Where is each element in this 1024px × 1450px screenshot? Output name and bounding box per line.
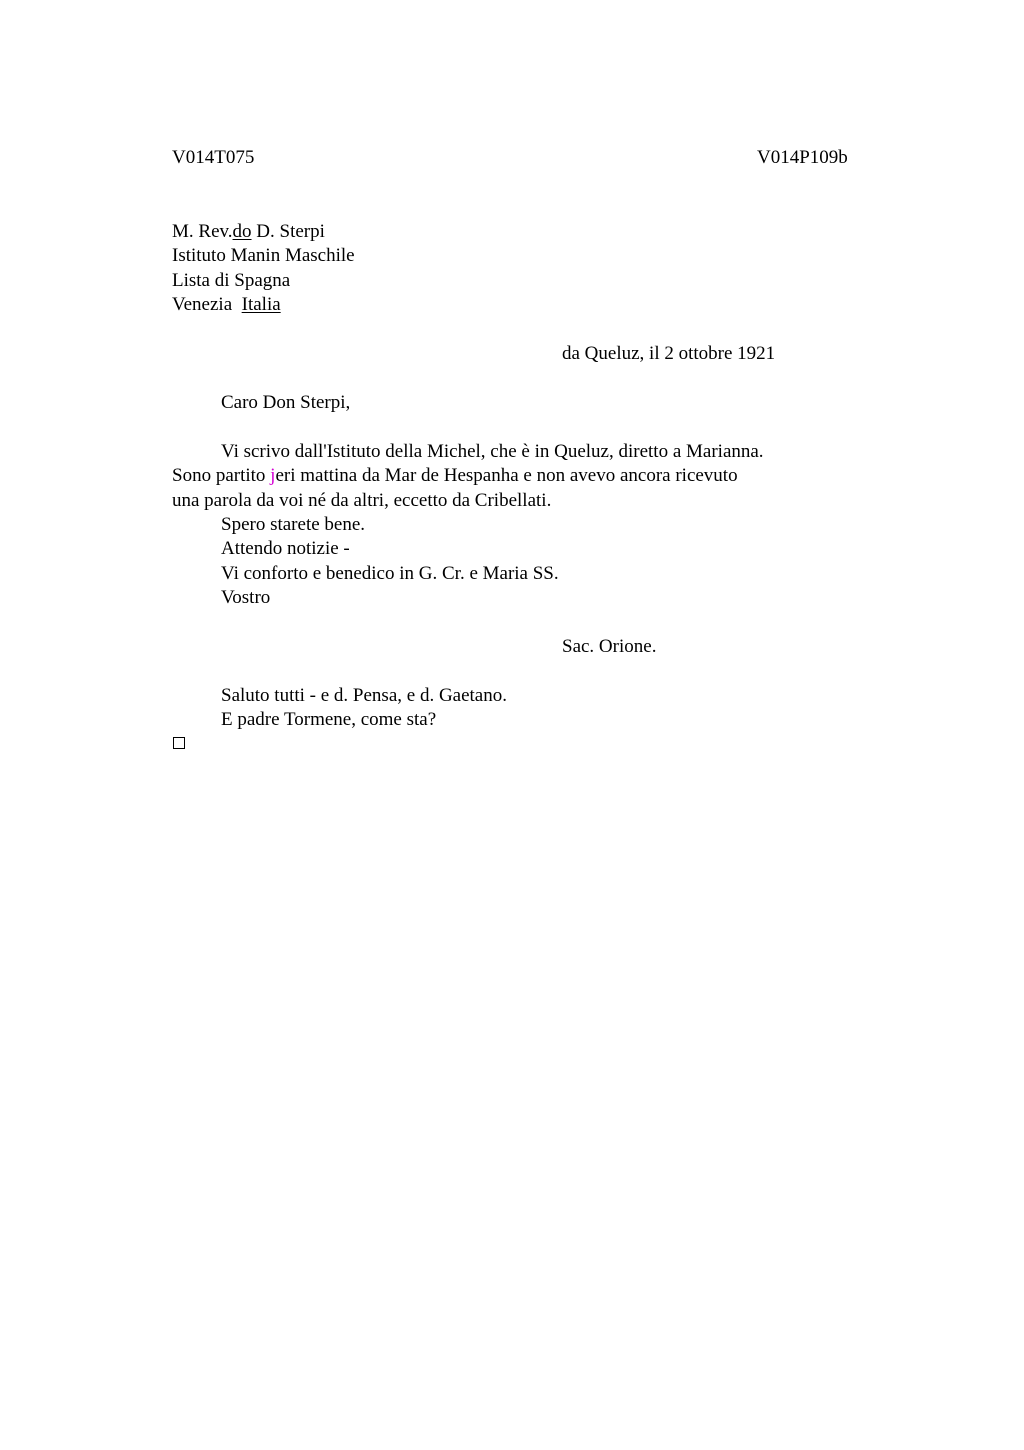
address-city: Venezia bbox=[172, 294, 242, 315]
body-line-vostro: Vostro bbox=[221, 587, 271, 608]
address-title-underlined: do bbox=[232, 221, 252, 242]
document-code-right: V014P109b bbox=[757, 147, 848, 168]
body-line-3: una parola da voi né da altri, eccetto da Cribellati. bbox=[172, 490, 552, 511]
postscript-line-2: E padre Tormene, come sta? bbox=[221, 709, 437, 730]
address-title-prefix: M. Rev. bbox=[172, 221, 233, 242]
body-line-2 bbox=[172, 464, 738, 488]
address-line-3: Lista di Spagna bbox=[172, 270, 291, 291]
body-line-conforto: Vi conforto e benedico in G. Cr. e Maria SS. bbox=[221, 563, 559, 584]
address-recipient-name: D. Sterpi bbox=[251, 221, 325, 242]
body-line-2-suffix: eri mattina da Mar de Hespanha e non avevo ancora ricevuto bbox=[275, 465, 738, 486]
date-line: da Queluz, il 2 ottobre 1921 bbox=[562, 343, 776, 364]
postscript-line-1: Saluto tutti - e d. Pensa, e d. Gaetano. bbox=[221, 685, 507, 706]
document-code-left: V014T075 bbox=[172, 147, 255, 168]
body-line-2-prefix: Sono partito bbox=[172, 465, 271, 486]
address-country: Italia bbox=[241, 294, 281, 315]
address-line-4 bbox=[172, 293, 281, 317]
signature: Sac. Orione. bbox=[562, 636, 657, 657]
highlighted-letter: j bbox=[270, 465, 276, 486]
end-marker-box bbox=[173, 737, 185, 749]
body-line-spero: Spero starete bene. bbox=[221, 514, 366, 535]
body-line-attendo: Attendo notizie - bbox=[221, 538, 350, 559]
address-line-2: Istituto Manin Maschile bbox=[172, 245, 355, 266]
body-line-1: Vi scrivo dall'Istituto della Michel, che è in Queluz, diretto a Marianna. bbox=[221, 441, 764, 462]
salutation: Caro Don Sterpi, bbox=[221, 392, 351, 413]
address-line-1 bbox=[172, 220, 325, 244]
